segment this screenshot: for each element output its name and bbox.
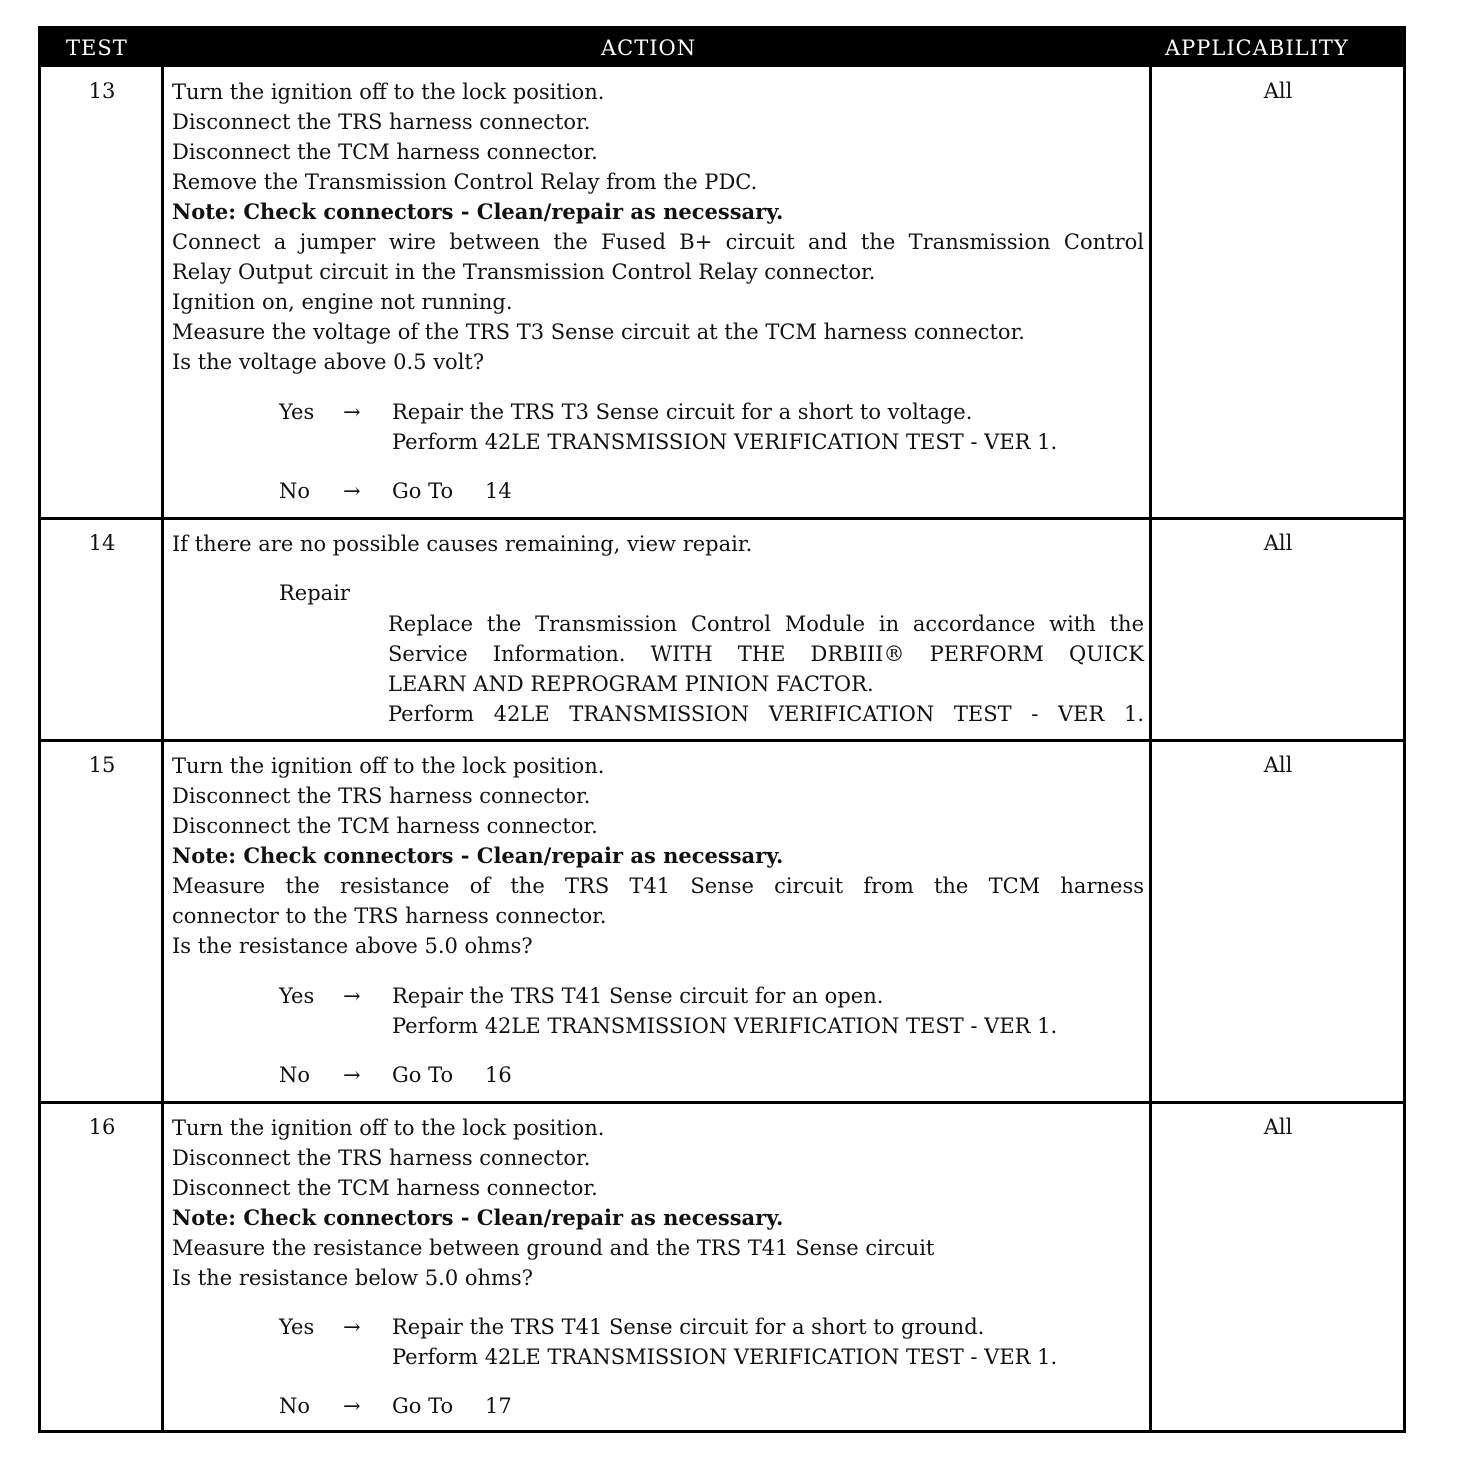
note-line: Note: Check connectors - Clean/repair as necessary. xyxy=(172,843,784,868)
action-line: Turn the ignition off to the lock position. xyxy=(172,754,605,778)
action-line: Remove the Transmission Control Relay from the PDC. xyxy=(172,170,758,194)
applicability: All xyxy=(1263,1115,1293,1139)
action-line: Measure the resistance between ground and the TRS T41 Sense circuit xyxy=(172,1236,935,1260)
arrow-icon: → xyxy=(343,479,361,503)
goto-test-number: 14 xyxy=(485,479,512,503)
action-line: Disconnect the TCM harness connector. xyxy=(172,140,598,164)
table-header xyxy=(41,29,1403,67)
action-line: Measure the resistance of the TRS T41 Sense circuit from the TCM harness xyxy=(172,874,1144,898)
column-divider xyxy=(161,67,164,1430)
applicability: All xyxy=(1263,753,1293,777)
action-line: Relay Output circuit in the Transmission Control Relay connector. xyxy=(172,260,876,284)
no-label: No xyxy=(279,1394,311,1418)
repair-line: LEARN AND REPROGRAM PINION FACTOR. xyxy=(388,672,874,696)
yes-action: Perform 42LE TRANSMISSION VERIFICATION TEST - VER 1. xyxy=(392,430,1058,454)
yes-label: Yes xyxy=(279,1315,315,1339)
row-divider xyxy=(41,1101,1403,1104)
yes-action: Repair the TRS T3 Sense circuit for a short to voltage. xyxy=(392,400,973,424)
applicability: All xyxy=(1263,79,1293,103)
header-action: ACTION xyxy=(601,36,697,60)
action-line: Disconnect the TCM harness connector. xyxy=(172,1176,598,1200)
action-line: Disconnect the TRS harness connector. xyxy=(172,1146,591,1170)
test-number: 14 xyxy=(88,531,116,555)
repair-line: Perform 42LE TRANSMISSION VERIFICATION TEST - VER 1. xyxy=(388,702,1144,726)
question-line: Is the resistance below 5.0 ohms? xyxy=(172,1266,533,1290)
repair-line: Service Information. WITH THE DRBIII® PERFORM QUICK xyxy=(388,642,1144,666)
goto-label: Go To xyxy=(392,1063,454,1087)
goto-test-number: 17 xyxy=(485,1394,512,1418)
action-line: If there are no possible causes remaining, view repair. xyxy=(172,532,753,556)
test-number: 13 xyxy=(88,79,116,103)
no-label: No xyxy=(279,1063,311,1087)
action-line: Disconnect the TCM harness connector. xyxy=(172,814,598,838)
note-line: Note: Check connectors - Clean/repair as necessary. xyxy=(172,199,784,224)
action-line: Turn the ignition off to the lock position. xyxy=(172,80,605,104)
test-number: 16 xyxy=(88,1115,116,1139)
header-test: TEST xyxy=(66,36,128,60)
row-divider xyxy=(41,517,1403,520)
arrow-icon: → xyxy=(343,984,361,1008)
repair-label: Repair xyxy=(279,581,350,605)
yes-action: Repair the TRS T41 Sense circuit for a short to ground. xyxy=(392,1315,985,1339)
yes-action: Perform 42LE TRANSMISSION VERIFICATION TEST - VER 1. xyxy=(392,1014,1058,1038)
diagnostic-table xyxy=(38,26,1406,1433)
goto-label: Go To xyxy=(392,1394,454,1418)
question-line: Is the resistance above 5.0 ohms? xyxy=(172,934,533,958)
no-label: No xyxy=(279,479,311,503)
yes-action: Repair the TRS T41 Sense circuit for an open. xyxy=(392,984,884,1008)
action-line: Disconnect the TRS harness connector. xyxy=(172,784,591,808)
action-line: Ignition on, engine not running. xyxy=(172,290,513,314)
header-applicability: APPLICABILITY xyxy=(1165,36,1349,60)
arrow-icon: → xyxy=(343,1394,361,1418)
action-line: Turn the ignition off to the lock position. xyxy=(172,1116,605,1140)
action-line: Disconnect the TRS harness connector. xyxy=(172,110,591,134)
goto-label: Go To xyxy=(392,479,454,503)
arrow-icon: → xyxy=(343,400,361,424)
action-line: Connect a jumper wire between the Fused B+ circuit and the Transmission Control xyxy=(172,230,1144,254)
arrow-icon: → xyxy=(343,1063,361,1087)
yes-label: Yes xyxy=(279,400,315,424)
repair-line: Replace the Transmission Control Module in accordance with the xyxy=(388,612,1144,636)
question-line: Is the voltage above 0.5 volt? xyxy=(172,350,485,374)
yes-label: Yes xyxy=(279,984,315,1008)
action-line: connector to the TRS harness connector. xyxy=(172,904,607,928)
row-divider xyxy=(41,739,1403,742)
yes-action: Perform 42LE TRANSMISSION VERIFICATION TEST - VER 1. xyxy=(392,1345,1058,1369)
action-line: Measure the voltage of the TRS T3 Sense circuit at the TCM harness connector. xyxy=(172,320,1025,344)
applicability: All xyxy=(1263,531,1293,555)
arrow-icon: → xyxy=(343,1315,361,1339)
column-divider xyxy=(1149,67,1152,1430)
note-line: Note: Check connectors - Clean/repair as necessary. xyxy=(172,1205,784,1230)
goto-test-number: 16 xyxy=(485,1063,512,1087)
test-number: 15 xyxy=(88,753,116,777)
